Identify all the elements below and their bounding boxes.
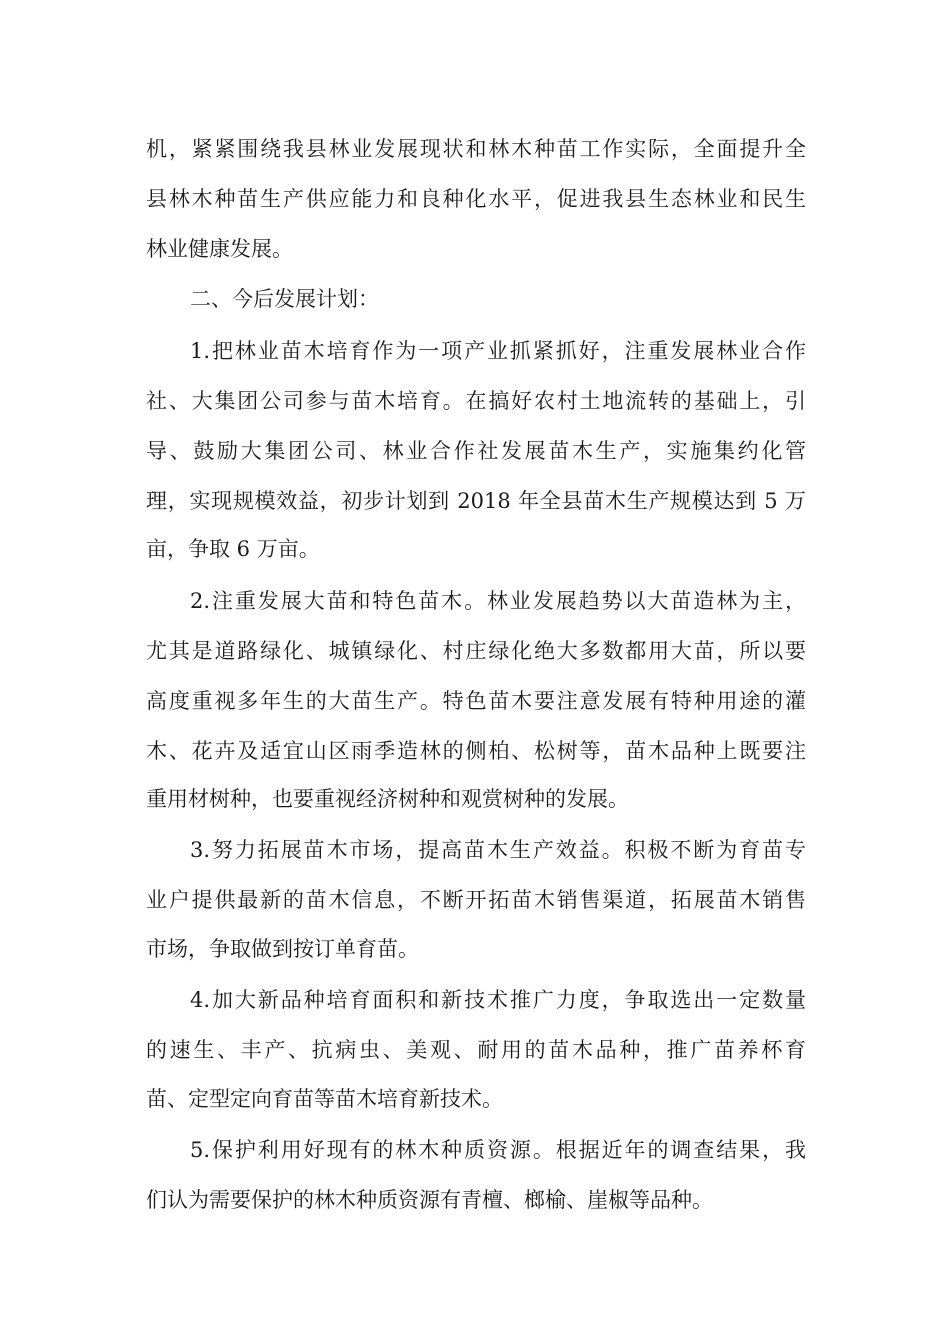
text-line: 2.注重发展大苗和特色苗木。林业发展趋势以大苗造林为主， [190,589,806,613]
text-line: 林业健康发展。 [146,237,293,261]
text-line: 亩，争取 6 万亩。 [146,537,320,561]
text-line: 尤其是道路绿化、城镇绿化、村庄绿化绝大多数都用大苗，所以要 [146,639,806,663]
text-line: 县林木种苗生产供应能力和良种化水平，促进我县生态林业和民生 [146,187,806,211]
text-line: 们认为需要保护的林木种质资源有青檀、榔榆、崖椒等品种。 [146,1188,713,1212]
text-line: 苗、定型定向育苗等苗木培育新技术。 [146,1087,503,1111]
text-line: 导、鼓励大集团公司、林业合作社发展苗木生产，实施集约化管 [146,439,806,463]
text-line: 高度重视多年生的大苗生产。特色苗木要注意发展有特种用途的灌 [146,689,806,713]
text-line: 市场，争取做到按订单育苗。 [146,937,419,961]
text-line: 5.保护利用好现有的林木种质资源。根据近年的调查结果，我 [190,1138,806,1162]
text-line: 4.加大新品种培育面积和新技术推广力度，争取选出一定数量 [190,988,806,1012]
text-line: 3.努力拓展苗木市场，提高苗木生产效益。积极不断为育苗专 [190,838,806,862]
section-heading: 二、今后发展计划： [190,287,379,311]
text-line: 社、大集团公司参与苗木培育。在搞好农村土地流转的基础上，引 [146,389,806,413]
text-line: 理，实现规模效益，初步计划到 2018 年全县苗木生产规模达到 5 万 [146,489,806,513]
text-line: 的速生、丰产、抗病虫、美观、耐用的苗木品种，推广苗养杯育 [146,1038,806,1062]
text-line: 木、花卉及适宜山区雨季造林的侧柏、松树等，苗木品种上既要注 [146,739,806,763]
text-line: 机，紧紧围绕我县林业发展现状和林木种苗工作实际，全面提升全 [146,137,806,161]
text-line: 1.把林业苗木培育作为一项产业抓紧抓好，注重发展林业合作 [190,339,806,363]
text-line: 业户提供最新的苗木信息，不断开拓苗木销售渠道，拓展苗木销售 [146,888,806,912]
text-line: 重用材树种，也要重视经济树种和观赏树种的发展。 [146,787,629,811]
